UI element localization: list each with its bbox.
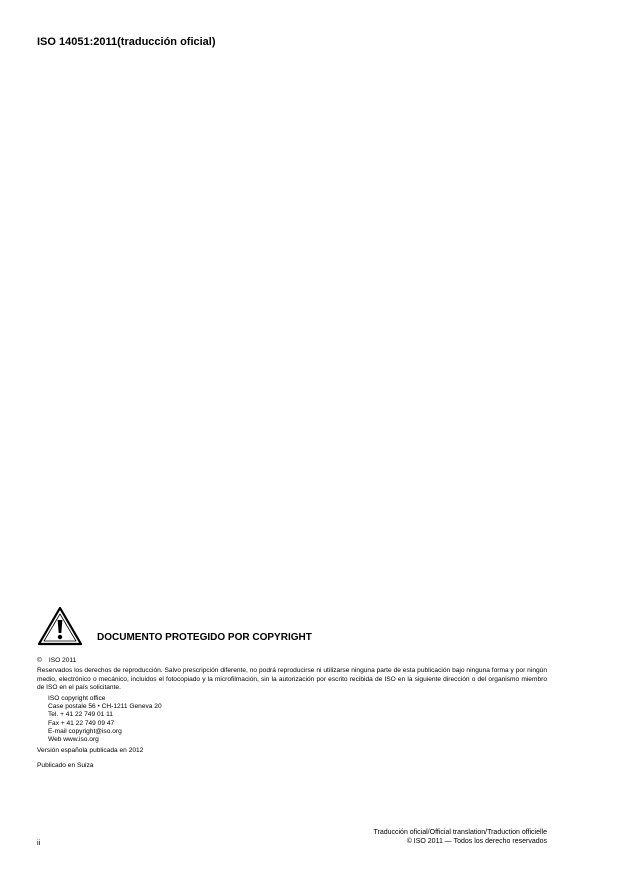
copyright-year-line — [37, 657, 547, 665]
copyright-warning-row — [37, 606, 547, 646]
address-office: ISO copyright office — [48, 694, 106, 702]
address-tel: Tel. + 41 22 749 01 11 — [48, 711, 113, 719]
page-number: ii — [37, 838, 41, 847]
warning-triangle-icon — [37, 606, 83, 646]
version-note: Versión española publicada en 2012 — [37, 747, 144, 755]
address-web: Web www.iso.org — [48, 736, 99, 744]
iso-address — [37, 695, 547, 745]
address-email: E-mail copyright@iso.org — [48, 727, 122, 735]
footer-translation-line: Traducción oficial/Official translation/Traduction officielle — [373, 829, 547, 836]
address-fax: Fax + 41 22 749 09 47 — [48, 719, 115, 727]
copyright-notice — [37, 606, 547, 770]
copyright-year: ISO 2011 — [48, 657, 77, 664]
footer-copyright — [373, 828, 547, 847]
copyright-heading: DOCUMENTO PROTEGIDO POR COPYRIGHT — [97, 632, 312, 643]
page-header-title: ISO 14051:2011(traducción oficial) — [37, 36, 216, 48]
published-in: Publicado en Suiza — [37, 761, 94, 769]
footer-copyright-line: © ISO 2011 — Todos los derecho reservados — [406, 838, 547, 846]
rights-paragraph: Reservados los derechos de reproducción. Salvo prescripción diferente, no podrá reproducirse ni utilizarse ninguna parte de esta publicación bajo ninguna forma y por ningún medio, electrónico o mecánico, incluidos el fotocopiado y la microfilmación, sin la autorización por escrito recibida de ISO en la siguiente dirección o del organismo miembro de ISO en el país solicitante. — [37, 667, 547, 692]
address-postal: Case postale 56 • CH-1211 Geneva 20 — [48, 702, 162, 710]
copyright-symbol: © — [37, 657, 42, 664]
